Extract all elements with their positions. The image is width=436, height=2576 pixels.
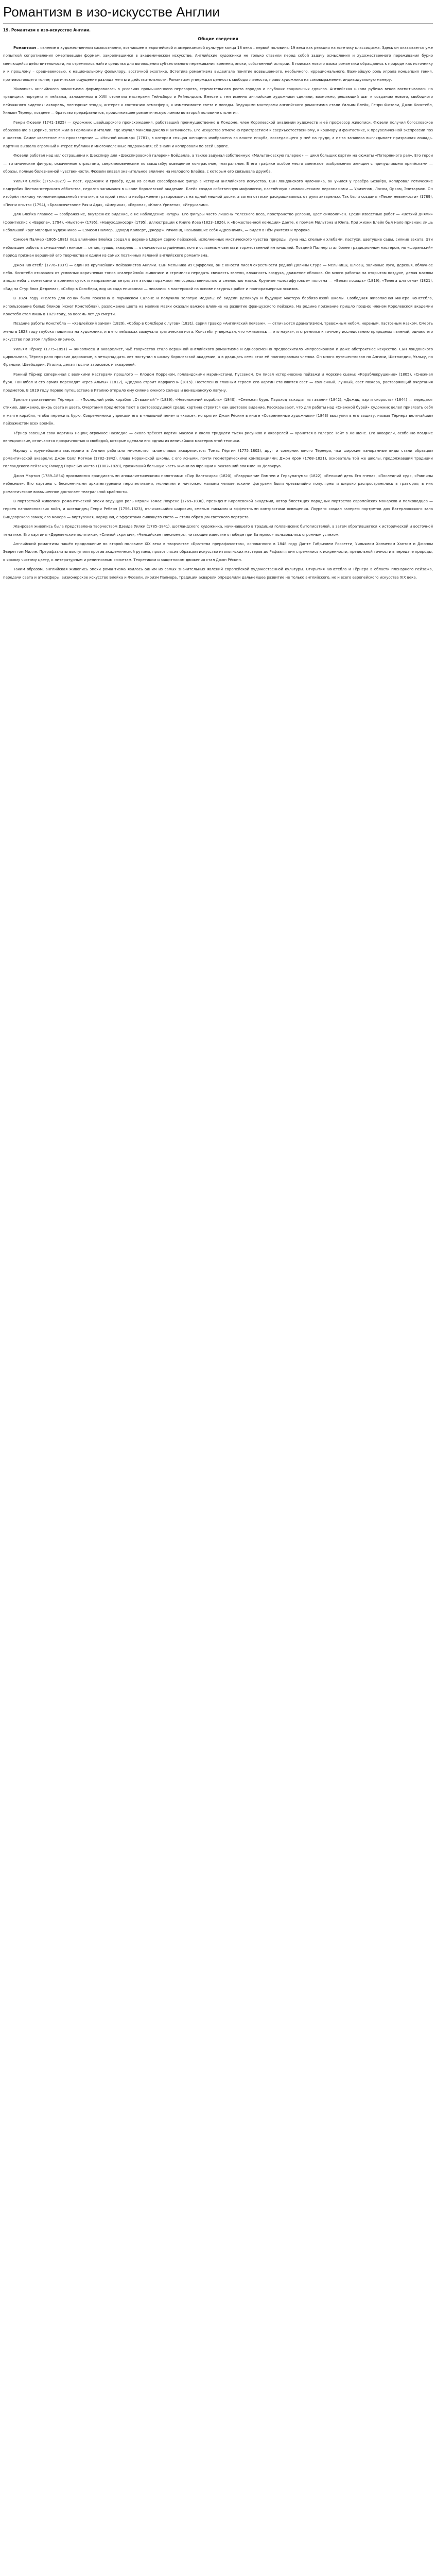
paragraph bbox=[3, 472, 433, 496]
paragraph-text: В портретной живописи романтической эпохи ведущую роль играли Томас Лоуренс (1769–1830), президент Королевской академии, автор блестящих парадных портретов европейских монархов и полководцев — героев наполеоновских войн, и шотландец Генри Реберн (1756–1823), отличавшийся широким, смелым письмом и эффектными контрастами освещения. Лоуренс создал галерею портретов для Ватерлоосского зала Виндзорского замка; его манера — виртуозная, нарядная, с эффектами сияющего света — стала образцом светского портрета. bbox=[3, 499, 433, 519]
paragraph bbox=[3, 498, 433, 521]
paragraph bbox=[3, 430, 433, 446]
paragraph-text: Джон Мартин (1789–1854) прославился грандиозными апокалиптическими полотнами: «Пир Валтасара» (1820), «Разрушение Помпеи и Геркуланума» (1822), «Великий день Его гнева», «Последний суд», «Равнины небесные». Его картины с бесконечными архитектурными перспективами, молниями и ничтожно малыми человеческими фигурами были чрезвычайно популярны и широко распространялись в гравюрах; в них романтическое возвышенное достигает театральной крайности. bbox=[3, 473, 433, 494]
paragraph bbox=[3, 86, 433, 117]
paragraph bbox=[3, 371, 433, 395]
paragraph-text: Таким образом, английская живопись эпохи романтизма явилась одним из самых значительных явлений европейской художественной культуры. Открытия Констебла и Тёрнера в области пленэрного пейзажа, передачи света и атмосферы, визионерское искусство Блейка и Фюзели, лиризм Палмера, традиции акварели определили дальнейшее развитие не только английского, но и всего европейского искусства XIX века. bbox=[3, 567, 433, 580]
paragraph-text: Для Блейка главное — воображение, внутреннее видение, а не наблюдение натуры. Его фигуры часто лишены телесного веса, пространство условно, цвет символичен. Среди известных работ — «Ветхий днями» (фронтиспис к «Европе», 1794), «Ньютон» (1795), «Навуходоносор» (1795), иллюстрации к Книге Иова (1823–1826), к «Божественной комедии» Данте, к поэмам Мильтона и Юнга. При жизни Блейк был мало признан; лишь небольшой круг молодых художников — Сэмюэл Палмер, Эдвард Калверт, Джордж Ричмонд, называвшие себя «Древними», — видел в нём учителя и пророка. bbox=[3, 212, 433, 232]
paragraph-text: Фюзели работал над иллюстрациями к Шекспиру для «Шекспировской галереи» Бойделла, а также задумал собственную «Мильтоновскую галерею» — цикл больших картин на сюжеты «Потерянного рая». Его герои — титанические фигуры, охваченные страстями, сверхчеловеческие по масштабу; освещение контрастное, театральное. В его графике особое место занимают изображения женщин с причудливыми причёсками — образы, полные болезненной чувственности. Фюзели оказал значительное влияние на молодого Блейка, с которым его связывала дружба. bbox=[3, 154, 433, 174]
paragraph-text: – явление в художественном самосознании, возникшее в европейской и американской культуре конца 18 века – первой половины 19 века как реакция на эстетику классицизма. Здесь он оказывается уже попыткой сопротивления омертвевшим формам, закрепившимся в академическом искусстве. Английские художники не только ставили перед собой задачу осмысления и художественного переживания бурно меняющейся действительности, но стремились найти средства для воплощения субъективного переживания времени, эпохи, собственной истории. В поисках нового языка романтики обращались к природе как источнику и к прошлому – средневековью, к национальному фольклору, восточной экзотике. Эстетика романтизма выдвигала понятие возвышенного, необычного, иррационального. Важнейшую роль играла концепция гения, противостоящего толпе; трагическое ощущение разлада мечты и действительности. Романтизм утверждал ценность свободы личности, право художника на самовыражение, индивидуальную манеру. bbox=[3, 46, 433, 82]
paragraph-text: Уильям Тёрнер (1775–1851) — живописец и акварелист, чьё творчество стало вершиной английского романтизма и одновременно предвосхитило импрессионизм и даже абстрактное искусство. Сын лондонского цирюльника, Тёрнер рано проявил дарование, в четырнадцать лет поступил в школу Королевской академии, а в двадцать семь стал её полноправным членом. Он много путешествовал по Англии, Шотландии, Уэльсу, по Франции, Швейцарии, Италии, делая тысячи зарисовок и акварелей. bbox=[3, 347, 433, 367]
document-page bbox=[0, 0, 436, 594]
paragraph bbox=[3, 523, 433, 539]
paragraph bbox=[3, 119, 433, 151]
paragraph-text: Поздние работы Констебла — «Хэдлейский замок» (1829), «Собор в Солсбери с лугов» (1831), серия гравюр «Английский пейзаж», — отличаются драматизмом, тревожным небом, нервным, пастозным мазком. Смерть жены в 1828 году глубоко повлияла на художника, и в его пейзажах зазвучала трагическая нота. Констебл утверждал, что «живопись — это наука», и стремился к точному исследованию природных явлений, однако его искусство при этом глубоко лирично. bbox=[3, 321, 433, 342]
paragraph-text: Жанровая живопись была представлена творчеством Дэвида Уилки (1785–1841), шотландского художника, начинавшего в традиции голландских бытописателей, а затем обратившегося к исторической и восточной тематике. Его картины «Деревенские политики», «Слепой скрипач», «Челсийские пенсионеры, читающие известие о победе при Ватерлоо» пользовались огромным успехом. bbox=[3, 524, 433, 537]
paragraph bbox=[3, 346, 433, 369]
paragraph-text: Джон Констебл (1776–1837) — один из крупнейших пейзажистов Англии. Сын мельника из Суффолка, он с юности писал окрестности родной Долины Стура — мельницы, шлюзы, заливные луга, деревья, облачное небо. Констебл отказался от условных коричневых тонов «галерейной» живописи и стремился передать свежесть зелени, влажность воздуха, движение облаков. Он много работал на открытом воздухе, делая маслом этюды неба с пометками о времени суток и направлении ветра; эти этюды поражают непосредственностью и смелостью мазка. Крупные «шестифутовые» полотна — «Белая лошадь» (1819), «Телега для сена» (1821), «Вид на Стур близ Дедхема», «Собор в Солсбери, вид из сада епископа» — писались в мастерской на основе натурных работ и полноразмерных эскизов. bbox=[3, 263, 433, 291]
paragraph-text: Уильям Блейк (1757–1827) — поэт, художник и гравёр, одна из самых своеобразных фигур в истории английского искусства. Сын лондонского чулочника, он учился у гравёра Безайра, копировал готические надгробия Вестминстерского аббатства, недолго занимался в школе Королевской академии. Блейк создал собственную мифологию, населённую символическими персонажами — Уризеном, Лосом, Орком, Энитармон. Он изобрёл технику «иллюминированной печати», в которой текст и изображение гравировались на одной медной доске, а затем оттиски раскрашивались от руки акварелью. Так были созданы «Песни невинности» (1789), «Песни опыта» (1794), «Бракосочетание Рая и Ада», «Америка», «Европа», «Книга Уризена», «Иерусалим». bbox=[3, 179, 433, 207]
paragraph-text: Живопись английского романтизма формировалась в условиях промышленного переворота, стремительного роста городов и глубоких социальных сдвигов. Английская школа рубежа веков воспитывалась на традициях портрета и пейзажа, заложенных в XVIII столетии мастерами Гейнсборо и Рейнолдсом. Вместе с тем именно английские художники сделали, возможно, решающий шаг к созданию нового, свободного пейзажного видения: акварель, пленэрные этюды, интерес к состоянию атмосферы, к изменчивости света и погоды. Ведущими мастерами английского романтизма стали Уильям Блейк, Генри Фюзели, Джон Констебл, Уильям Тёрнер, позднее — братство прерафаэлитов, продолжившее романтическую линию во второй половине столетия. bbox=[3, 87, 433, 115]
paragraph-text: Зрелые произведения Тёрнера — «Последний рейс корабля „Отважный“» (1839), «Невольничий корабль» (1840), «Снежная буря. Пароход выходит из гавани» (1842), «Дождь, пар и скорость» (1844) — передают стихию, движение, вихрь света и цвета. Очертания предметов тают в световоздушной среде; картина строится как цветовое видение. Рассказывают, что для работы над «Снежной бурей» художник велел привязать себя к мачте корабля, чтобы пережить бурю. Современники упрекали его в «мыльной пене» и «хаосе», но критик Джон Рёскин в книге «Современные художники» (1843) выступил в его защиту, назвав Тёрнера величайшим пейзажистом всех времён. bbox=[3, 398, 433, 426]
paragraph-text: Английский романтизм нашёл продолжение во второй половине XIX века в творчестве «Братства прерафаэлитов», основанного в 1848 году Данте Габриэлем Россетти, Уильямом Холменом Хантом и Джоном Эвереттом Милле. Прерафаэлиты выступили против академической рутины, провозгласив образцом искусство итальянских мастеров до Рафаэля; они стремились к искренности, предельной точности в передаче природы, к яркому чистому цвету, к литературным и религиозным сюжетам. Теоретиком и защитником движения стал Джон Рёскин. bbox=[3, 541, 433, 562]
paragraph bbox=[3, 211, 433, 234]
paragraph bbox=[3, 320, 433, 344]
paragraph bbox=[3, 295, 433, 318]
paragraph-text: Сэмюэл Палмер (1805–1881) под влиянием Блейка создал в деревне Шорэм серию пейзажей, исполненных мистического чувства природы: луна над спелыми хлебами, пастухи, цветущие сады, сияние заката. Эти небольшие работы в смешанной технике — сепия, гуашь, акварель — отличаются сгущённым, почти осязаемым светом и торжественной интонацией. Поздний Палмер стал более традиционным мастером, но «шорэмский» период признан вершиной его творчества и одним из самых поэтичных явлений английского романтизма. bbox=[3, 238, 433, 258]
paragraph bbox=[3, 236, 433, 260]
paragraph bbox=[3, 540, 433, 564]
paragraph bbox=[3, 152, 433, 176]
breadcrumb: 19. Романтизм в изо-искусстве Англии. bbox=[3, 28, 91, 32]
paragraph bbox=[3, 447, 433, 471]
article-body bbox=[3, 44, 433, 582]
paragraph bbox=[3, 262, 433, 294]
page-title: Романтизм в изо-искусстве Англии bbox=[3, 4, 433, 24]
paragraph-text: Тёрнер завещал свои картины нации; огромное наследие — около трёхсот картин маслом и около тридцати тысяч рисунков и акварелей — хранится в галерее Тейт в Лондоне. Его акварели, особенно поздние венецианские, отличаются прозрачностью и свободой, которые сделали его одним из величайших мастеров этой техники. bbox=[3, 431, 433, 444]
paragraph bbox=[3, 396, 433, 428]
paragraph-lead: Романтизм bbox=[13, 46, 36, 50]
paragraph-text: Генри Фюзели (1741–1825) — художник швейцарского происхождения, работавший преимущественно в Лондоне, член Королевской академии художеств и её профессор живописи. Фюзели получил богословское образование в Цюрихе, затем жил в Германии и Италии, где изучал Микеланджело и античность. Его искусство отмечено пристрастием к сверхъестественному, к кошмару и фантастике, к преувеличенной экспрессии поз и жестов. Самое известное его произведение — «Ночной кошмар» (1781), в котором спящая женщина изображена во власти инкуба, восседающего у неё на груди, а из-за занавеса выглядывает призрачная лошадь. Картина вызвала огромный интерес публики и многочисленные подражания; её знали и копировали по всей Европе. bbox=[3, 120, 433, 148]
paragraph-text: Наряду с крупнейшими мастерами в Англии работало множество талантливых акварелистов: Томас Гёртин (1775–1802), друг и соперник юного Тёрнера, чьи широкие панорамные виды стали образцом романтической акварели; Джон Селл Котман (1782–1842), глава Норвичской школы, с его ясными, почти геометрическими композициями; Джон Кром (1768–1821), основатель той же школы, продолжавший традиции голландского пейзажа; Ричард Паркс Бонингтон (1802–1828), проживший большую часть жизни во Франции и оказавший влияние на Делакруа. bbox=[3, 448, 433, 469]
paragraph-text: Ранний Тёрнер соперничал с великими мастерами прошлого — Клодом Лорреном, голландскими маринистами, Пуссеном. Он писал исторические пейзажи и морские сцены: «Кораблекрушение» (1805), «Снежная буря. Ганнибал и его армия переходят через Альпы» (1812), «Дидона строит Карфаген» (1815). Постепенно главным героем его картин становится свет — солнечный, лунный, свет пожара, растворяющий очертания предметов. В 1819 году первое путешествие в Италию открыло ему сияние южного солнца и венецианскую лагуну. bbox=[3, 372, 433, 393]
section-heading: Общие сведения bbox=[198, 37, 238, 41]
paragraph bbox=[3, 44, 433, 84]
paragraph-text: В 1824 году «Телега для сена» была показана в парижском Салоне и получила золотую медаль; её видели Делакруа и будущие мастера барбизонской школы. Свободная живописная манера Констебла, использование белых бликов («снег Констебла»), разложение цвета на мелкие мазки оказали важное влияние на развитие французского пейзажа. На родине признание пришло поздно: членом Королевской академии Констебл стал лишь в 1829 году, за восемь лет до смерти. bbox=[3, 296, 433, 316]
paragraph bbox=[3, 178, 433, 210]
paragraph bbox=[3, 566, 433, 582]
